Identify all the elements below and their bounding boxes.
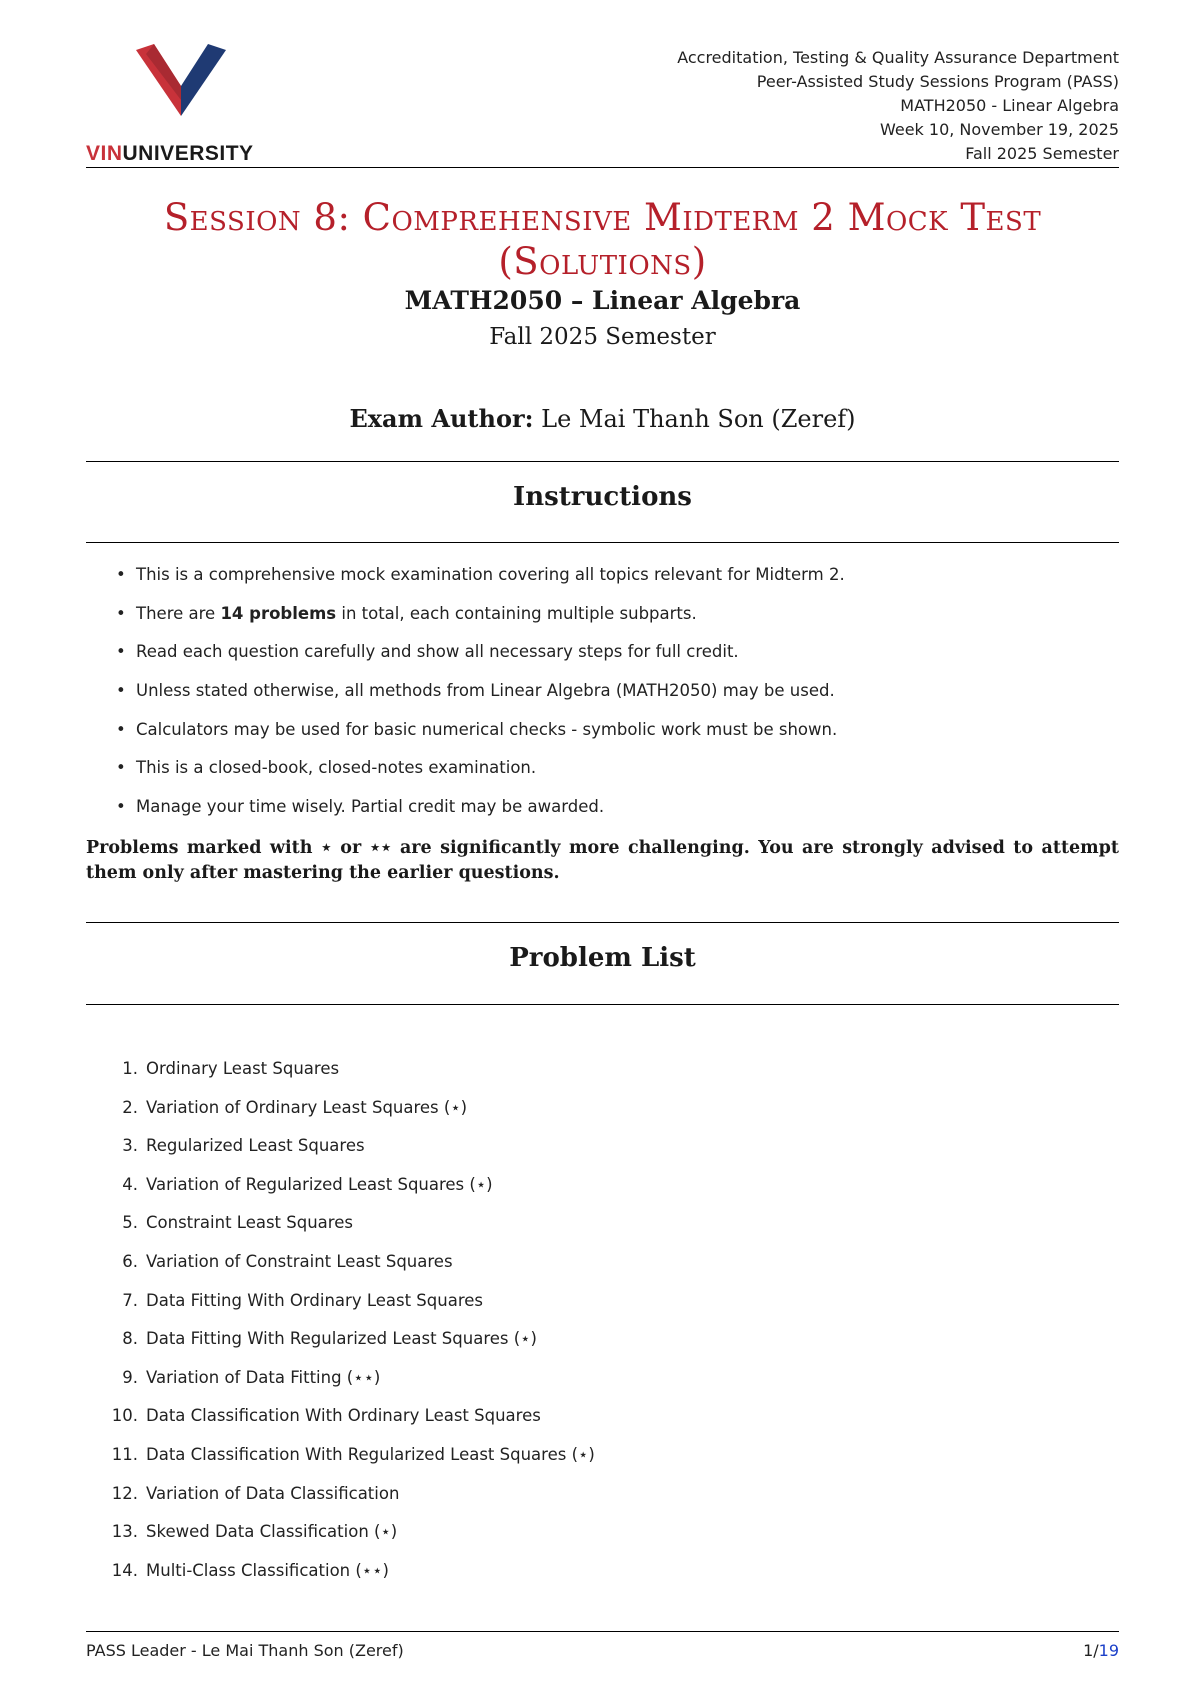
list-item[interactable] — [110, 1559, 595, 1598]
problem-number: 2. — [122, 1097, 138, 1117]
page-title-line1: Session 8: Comprehensive Midterm 2 Mock Test — [163, 196, 1042, 239]
instruction-text: There are — [136, 603, 221, 623]
instruction-text: Read each question carefully and show all necessary steps for full credit. — [136, 642, 739, 662]
problem-number: 1. — [122, 1059, 138, 1078]
instructions-list — [116, 563, 845, 834]
list-item[interactable] — [110, 1482, 595, 1521]
list-item[interactable] — [110, 1289, 595, 1328]
instruction-text: Manage your time wisely. Partial credit may be awarded. — [136, 797, 605, 817]
logo-wordmark-vin: VIN — [86, 142, 123, 165]
instruction-item — [116, 718, 845, 757]
problem-title: Skewed Data Classification (⋆) — [146, 1522, 398, 1542]
problem-list-heading: Problem List — [509, 943, 696, 973]
exam-author — [86, 404, 1119, 433]
header-department: Accreditation, Testing & Quality Assurance Department — [677, 48, 1119, 67]
header-course: MATH2050 - Linear Algebra — [900, 96, 1119, 115]
instruction-text-tail: in total, each containing multiple subparts. — [336, 603, 697, 623]
instruction-item — [116, 795, 845, 834]
instructions-bottom-rule — [86, 542, 1119, 543]
problem-number: 5. — [122, 1213, 138, 1233]
instruction-item — [116, 679, 845, 718]
problem-number: 9. — [122, 1367, 138, 1387]
list-item[interactable] — [110, 1211, 595, 1250]
problem-number: 3. — [122, 1136, 138, 1156]
problem-number: 8. — [122, 1329, 138, 1349]
difficulty-advice: Problems marked with ⋆ or ⋆⋆ are significantly more challenging. You are strongly advised to attempt them only after mastering the earlier questions. — [86, 838, 1119, 883]
problem-title: Multi-Class Classification (⋆⋆) — [146, 1560, 389, 1580]
exam-author-name: Le Mai Thanh Son (Zeref) — [541, 405, 856, 433]
header-semester: Fall 2025 Semester — [965, 144, 1119, 163]
page-title — [86, 196, 1119, 284]
problem-number: 12. — [111, 1483, 138, 1503]
instruction-item — [116, 602, 845, 641]
page-title-line2: (Solutions) — [498, 240, 707, 283]
problem-title: Data Fitting With Ordinary Least Squares — [146, 1290, 483, 1310]
exam-author-label: Exam Author: — [349, 404, 534, 433]
page-total-link[interactable]: 19 — [1098, 1641, 1119, 1660]
footer-leader: PASS Leader - Le Mai Thanh Son (Zeref) — [86, 1641, 404, 1660]
problem-number: 11. — [111, 1444, 138, 1464]
instruction-problem-count: 14 problems — [220, 603, 337, 623]
semester: Fall 2025 Semester — [489, 324, 716, 350]
page-current: 1 — [1083, 1641, 1094, 1660]
instruction-item — [116, 640, 845, 679]
problem-number: 14. — [111, 1560, 138, 1580]
problem-list-top-rule — [86, 922, 1119, 923]
page-number — [1083, 1641, 1119, 1660]
list-item[interactable] — [110, 1443, 595, 1482]
list-item[interactable] — [110, 1520, 595, 1559]
problem-title: Data Classification With Ordinary Least Squares — [146, 1406, 541, 1426]
problem-title: Variation of Ordinary Least Squares (⋆) — [146, 1097, 468, 1117]
problem-title: Regularized Least Squares — [146, 1136, 365, 1156]
problem-title: Variation of Data Classification — [146, 1483, 400, 1503]
problem-list-bottom-rule — [86, 1004, 1119, 1005]
problem-title: Data Classification With Regularized Least Squares (⋆) — [146, 1444, 595, 1464]
list-item[interactable] — [110, 1366, 595, 1405]
problem-title: Constraint Least Squares — [146, 1213, 353, 1233]
list-item[interactable] — [110, 1327, 595, 1366]
instructions-heading: Instructions — [513, 482, 692, 512]
document-page — [86, 0, 1119, 1696]
problem-title: Variation of Regularized Least Squares (⋆) — [146, 1174, 493, 1194]
page-separator: / — [1093, 1641, 1099, 1660]
instruction-text: This is a closed-book, closed-notes examination. — [136, 758, 537, 778]
problem-list — [110, 1057, 595, 1597]
instruction-text: Unless stated otherwise, all methods from Linear Algebra (MATH2050) may be used. — [136, 681, 835, 701]
logo-wordmark — [86, 142, 254, 166]
instruction-text: This is a comprehensive mock examination covering all topics relevant for Midterm 2. — [136, 565, 845, 584]
course-name: MATH2050 – Linear Algebra — [404, 286, 801, 315]
list-item[interactable] — [110, 1173, 595, 1212]
problem-title: Ordinary Least Squares — [146, 1059, 340, 1078]
list-item[interactable] — [110, 1134, 595, 1173]
problem-title: Variation of Data Fitting (⋆⋆) — [146, 1367, 381, 1387]
problem-number: 10. — [111, 1406, 138, 1426]
problem-title: Variation of Constraint Least Squares — [146, 1251, 453, 1271]
header-info — [677, 46, 1119, 166]
header-divider — [86, 167, 1119, 168]
problem-number: 4. — [122, 1174, 138, 1194]
problem-title: Data Fitting With Regularized Least Squares (⋆) — [146, 1329, 537, 1349]
instruction-item — [116, 756, 845, 795]
instructions-top-rule — [86, 461, 1119, 462]
list-item[interactable] — [110, 1057, 595, 1096]
header-program: Peer-Assisted Study Sessions Program (PASS) — [756, 72, 1119, 91]
list-item[interactable] — [110, 1250, 595, 1289]
problem-number: 7. — [122, 1290, 138, 1310]
footer-divider — [86, 1631, 1119, 1632]
list-item[interactable] — [110, 1096, 595, 1135]
instruction-text: Calculators may be used for basic numerical checks - symbolic work must be shown. — [136, 719, 838, 739]
list-item[interactable] — [110, 1404, 595, 1443]
logo-wordmark-university: UNIVERSITY — [122, 142, 254, 165]
instruction-item — [116, 563, 845, 602]
problem-number: 6. — [122, 1251, 138, 1271]
vinuniversity-logo — [86, 44, 276, 164]
header-date: Week 10, November 19, 2025 — [879, 120, 1119, 139]
problem-number: 13. — [111, 1522, 138, 1542]
vinuniversity-chevron-icon — [136, 44, 226, 116]
